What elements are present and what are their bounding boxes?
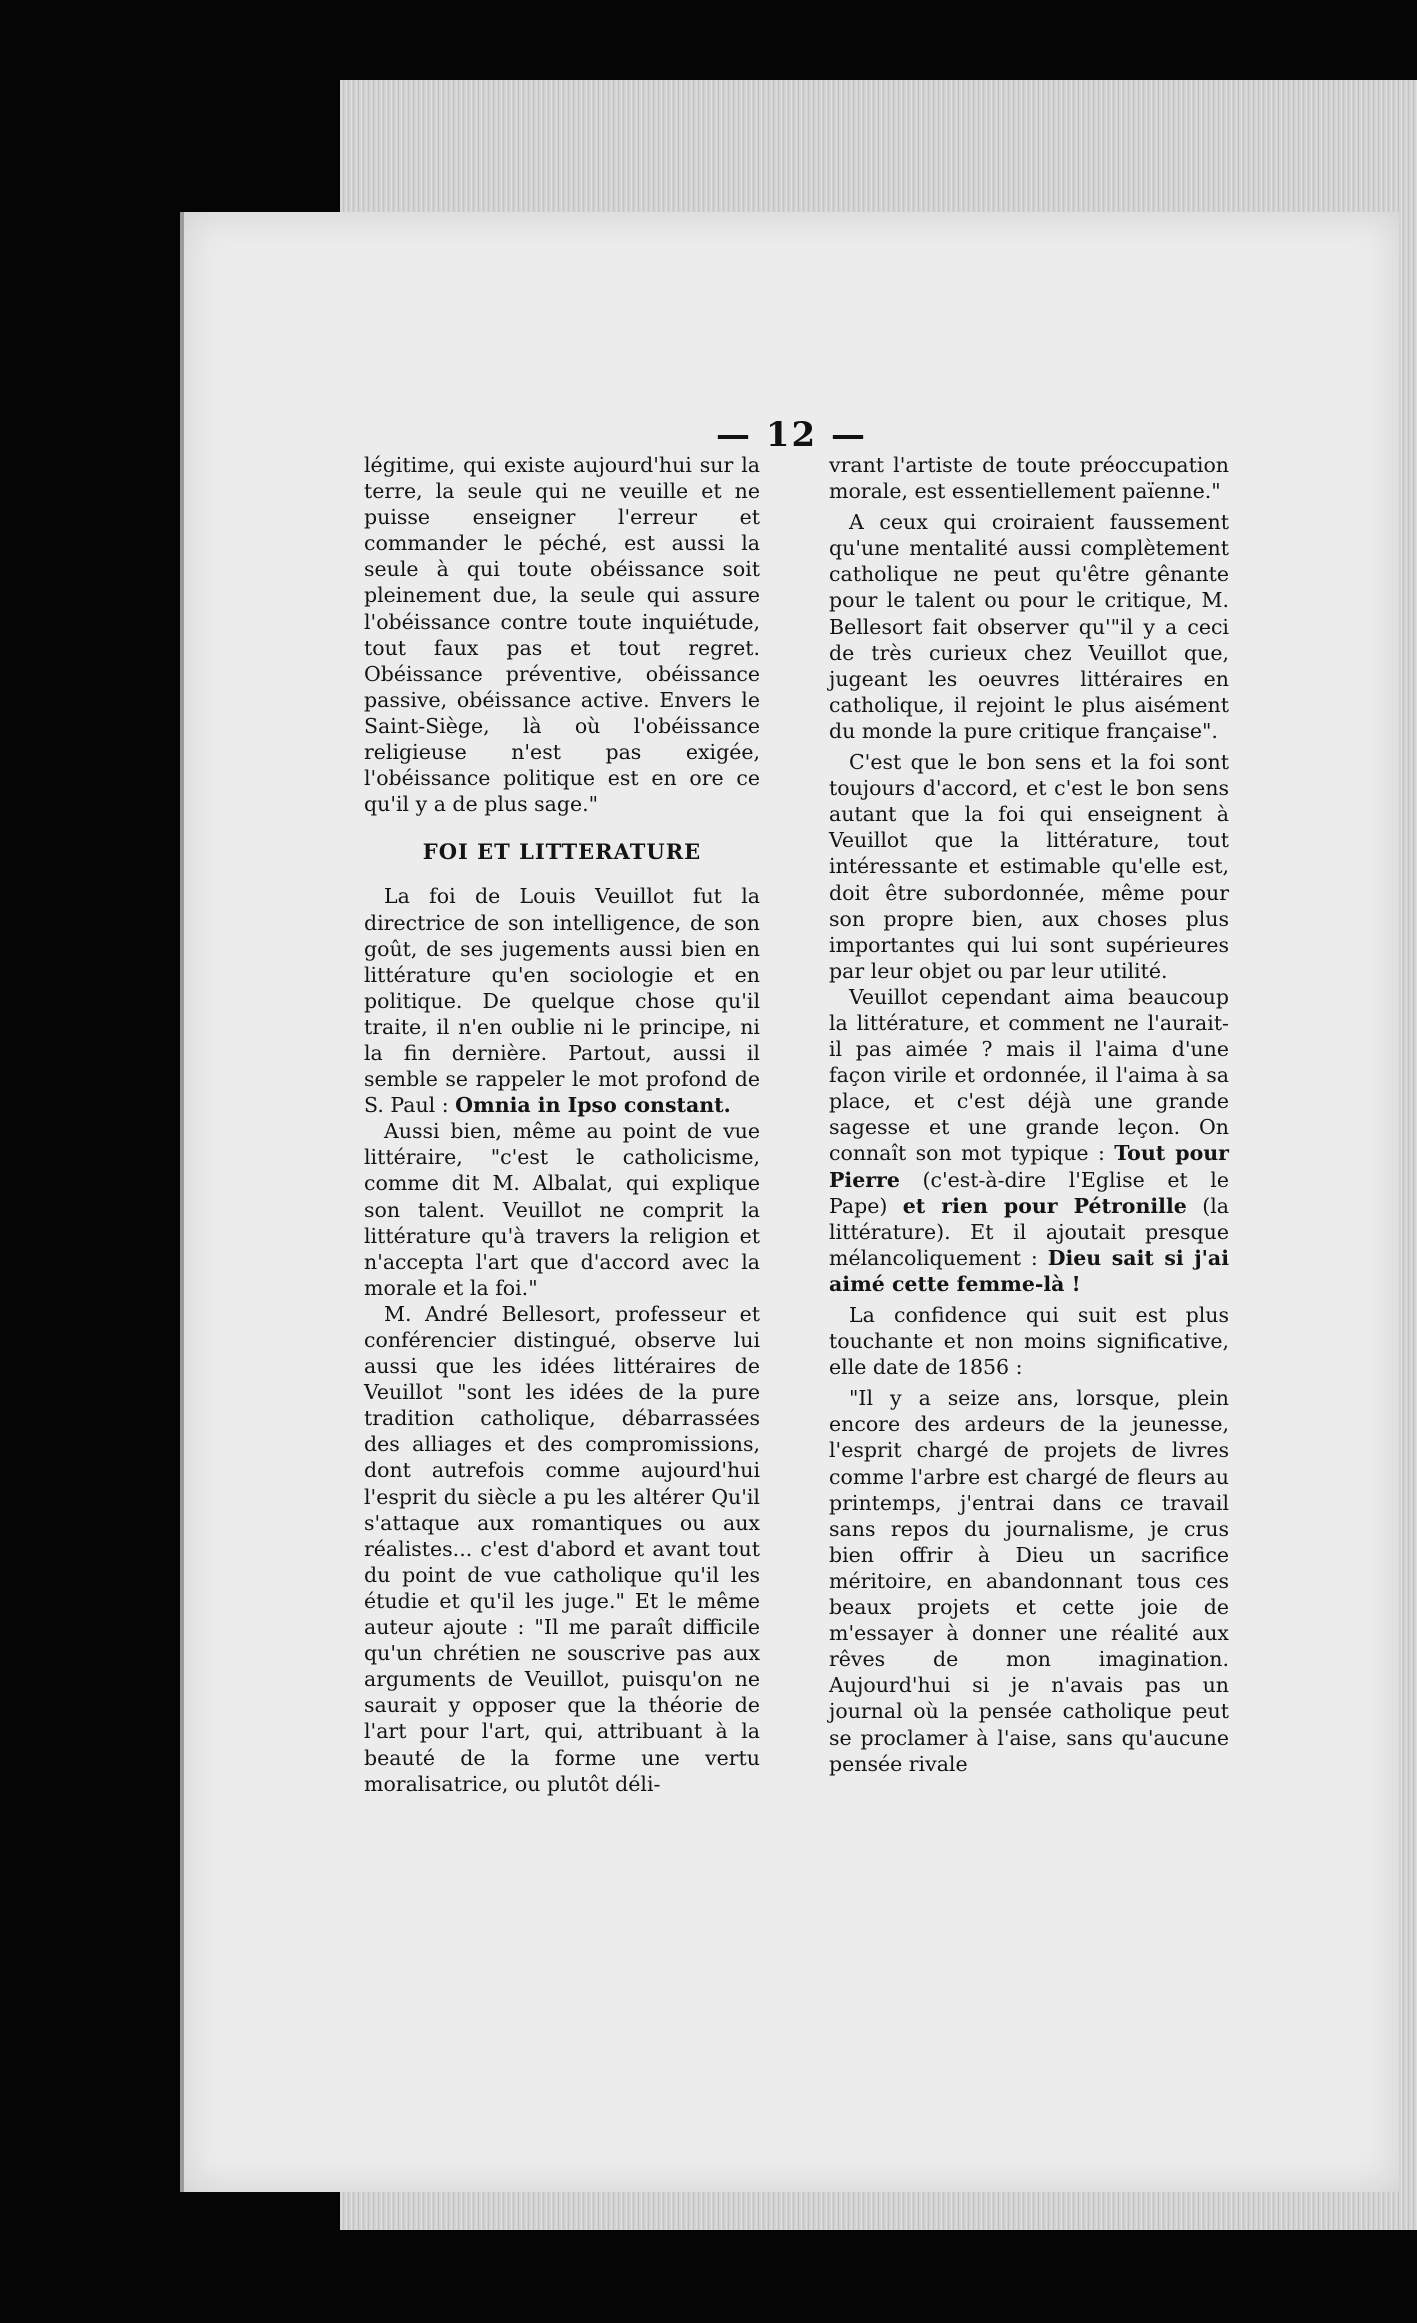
paragraph: Aussi bien, même au point de vue littéraire, "c'est le catholicisme, comme dit M. Albalat, qui explique son talent. Veuillot ne comprit la littérature qu'à travers la religion et n'accepta l'art que d'accord avec la morale et la foi." — [364, 1119, 760, 1300]
paragraph: vrant l'artiste de toute préoccupation morale, est essentiellement païenne." — [829, 453, 1229, 504]
paragraph: C'est que le bon sens et la foi sont toujours d'accord, et c'est le bon sens autant que la foi qui enseignent à Veuillot que la littérature, tout intéressante et estimable qu'elle est, doit être subordonnée, même pour son propre bien, aux choses plus importantes qui lui sont supérieures par leur objet ou par leur utilité. — [829, 750, 1229, 983]
paragraph: A ceux qui croiraient faussement qu'une mentalité aussi complètement catholique ne peut qu'être gênante pour le talent ou pour le critique, M. Bellesort fait observer qu'"il y a ceci de très curieux chez Veuillot que, jugeant les oeuvres littéraires en catholique, il rejoint le plus aisément du monde la pure critique française". — [829, 510, 1229, 743]
paragraph-text: (la littérature). Et il ajoutait presque mélancoliquement : — [829, 1193, 1229, 1270]
paragraph — [829, 984, 1229, 1297]
bold-quote: et rien pour Pétronille — [902, 1193, 1187, 1218]
paragraph-text: (c'est-à-dire l'Eglise et le Pape) — [829, 1167, 1229, 1218]
paragraph-text: Veuillot cependant aima beaucoup la littérature, et comment ne l'aurait-il pas aimée ? mais il l'aima d'une façon virile et ordonnée, il l'aima à sa place, et c'est déjà une grande sagesse et une grande leçon. On connaît son mot typique : — [829, 984, 1229, 1166]
bold-quote: Tout pour Pierre — [829, 1141, 1229, 1192]
paragraph: M. André Bellesort, professeur et conférencier distingué, observe lui aussi que les idées littéraires de Veuillot "sont les idées de la pure tradition catholique, débarrassées des alliages et des compromissions, dont autrefois comme aujourd'hui l'esprit du siècle a pu les altérer Qu'il s'attaque aux romantiques ou aux réalistes... c'est d'abord et avant tout du point de vue catholique qu'il les étudie et qu'il les juge." Et le même auteur ajoute : "Il me paraît difficile qu'un chrétien ne souscrive pas aux arguments de Veuillot, puisqu'on ne saurait y opposer que la théorie de l'art pour l'art, qui, attribuant à la beauté de la forme une vertu moralisatrice, ou plutôt déli- — [364, 1301, 760, 1796]
right-column — [829, 452, 1229, 1777]
latin-quote: Omnia in Ipso constant. — [455, 1093, 731, 1118]
left-column — [364, 452, 760, 1797]
page-number: — 12 — — [716, 415, 867, 455]
paragraph: "Il y a seize ans, lorsque, plein encore des ardeurs de la jeunesse, l'esprit chargé de projets de livres comme l'arbre est chargé de fleurs au printemps, j'entrai dans ce travail sans repos du journalisme, je crus bien offrir à Dieu un sacrifice méritoire, en abandonnant tous ces beaux projets et cette joie de m'essayer à donner une réalité aux rêves de mon imagination. Aujourd'hui si je n'avais pas un journal où la pensée catholique peut se proclamer à l'aise, sans qu'aucune pensée rivale — [829, 1386, 1229, 1776]
paragraph: La confidence qui suit est plus touchante et non moins significative, elle date de 1856 : — [829, 1303, 1229, 1380]
paragraph-text: La foi de Louis Veuillot fut la directrice de son intelligence, de son goût, de ses jugements aussi bien en littérature qu'en sociologie et en politique. De quelque chose qu'il traite, il n'en oublie ni le principe, ni la fin dernière. Partout, aussi il semble se rappeler le mot profond de S. Paul : — [364, 884, 760, 1118]
paragraph — [364, 883, 760, 1118]
book-page — [180, 212, 1399, 2192]
bold-quote: Dieu sait si j'ai aimé cette femme-là ! — [829, 1245, 1229, 1296]
paragraph: légitime, qui existe aujourd'hui sur la terre, la seule qui ne veuille et ne puisse enseigner l'erreur et commander le péché, est aussi la seule à qui toute obéissance soit pleinement due, la seule qui assure l'obéissance contre toute inquiétude, tout faux pas et tout regret. Obéissance préventive, obéissance passive, obéissance active. Envers le Saint-Siège, là où l'obéissance religieuse n'est pas exigée, l'obéissance politique est en ore ce qu'il y a de plus sage." — [364, 453, 760, 817]
section-heading: FOI ET LITTERATURE — [422, 839, 702, 865]
